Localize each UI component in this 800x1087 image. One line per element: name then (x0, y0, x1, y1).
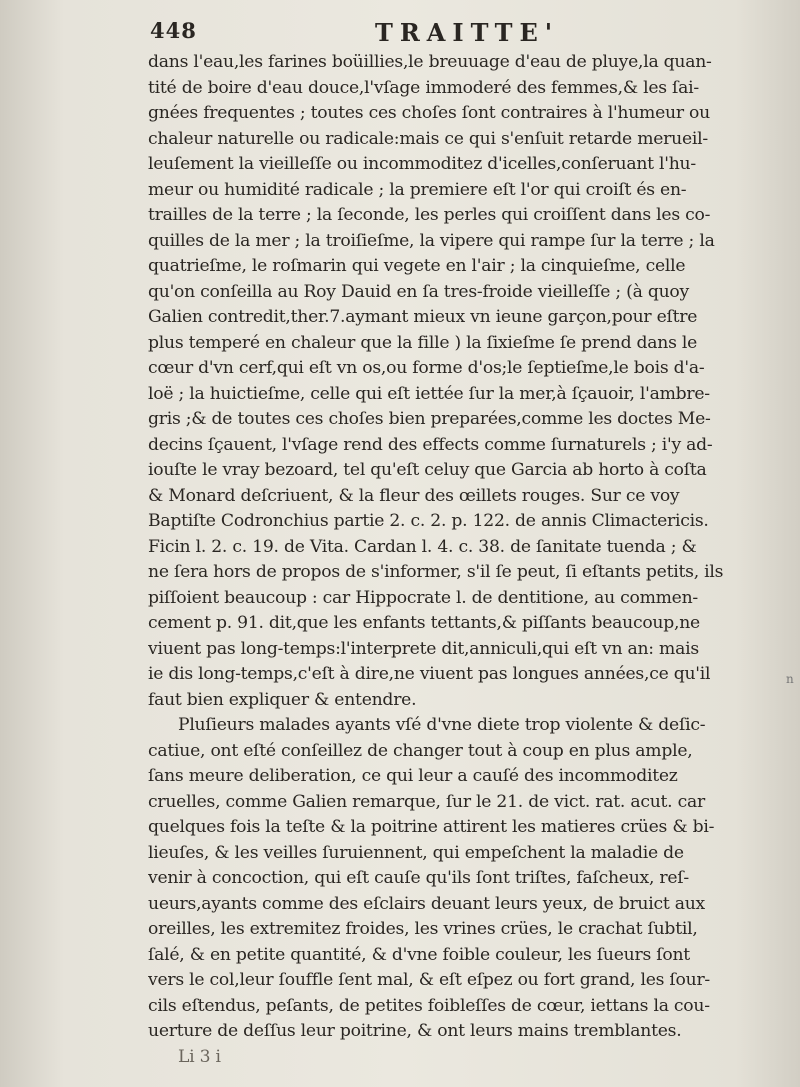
text-line: faut bien expliquer & entendre. (148, 689, 417, 710)
text-line: gnées frequentes ; toutes ces choſes ſont contraires à l'humeur ou (148, 103, 710, 123)
text-line: uerture de deſſus leur poitrine, & ont leurs mains tremblantes. (148, 1021, 682, 1041)
text-line: Galien contredit,ther.7.aymant mieux vn ieune garçon,pour eſtre (148, 307, 698, 327)
text-line: catiue, ont eſté conſeillez de changer tout à coup en plus ample, (148, 740, 693, 761)
text-line: ſans meure deliberation, ce qui leur a cauſé des incommoditez (148, 766, 678, 786)
text-line: ueurs,ayants comme des eſclairs deuant leurs yeux, de bruict aux (148, 893, 706, 914)
body-text (148, 50, 780, 1070)
text-line: plus temperé en chaleur que la fille ) la ſixieſme ſe prend dans le (148, 332, 698, 353)
text-line: meur ou humidité radicale ; la premiere eſt l'or qui croiſt és en- (148, 179, 687, 200)
text-line: quatrieſme, le roſmarin qui vegete en l'air ; la cinquieſme, celle (148, 256, 686, 276)
text-line: leuſement la vieilleſſe ou incommoditez d'icelles,conſeruant l'hu- (148, 154, 696, 174)
text-line: viuent pas long-temps:l'interprete dit,anniculi,qui eſt vn an: mais (148, 638, 699, 659)
text-line: chaleur naturelle ou radicale:mais ce qui s'enſuit retarde merueil- (148, 128, 708, 149)
text-line: ie dis long-temps,c'eſt à dire,ne viuent pas longues années,ce qu'il (148, 664, 711, 684)
text-line: oreilles, les extremitez froides, les vrines crües, le crachat ſubtil, (148, 919, 698, 939)
text-line: vers le col,leur ſouffle ſent mal, & eſt eſpez ou fort grand, les ſour- (148, 970, 710, 990)
page-header (150, 18, 710, 46)
page-number: 448 (150, 18, 197, 43)
text-line: quelques fois la teſte & la poitrine attirent les matieres crües & bi- (148, 817, 715, 837)
text-line: cils eſtendus, peſants, de petites foibleſſes de cœur, iettans la cou- (148, 995, 710, 1016)
text-line: tité de boire d'eau douce,l'vſage immoderé des femmes,& les ſai- (148, 77, 699, 98)
text-line: gris ;& de toutes ces choſes bien preparées,comme les doctes Me- (148, 409, 711, 429)
text-line: quilles de la mer ; la troiſieſme, la vipere qui rampe ſur la terre ; la (148, 230, 715, 251)
text-line: dans l'eau,les farines boüillies,le breuuage d'eau de pluye,la quan- (148, 52, 712, 72)
paragraph-start-line: Pluſieurs malades ayants vſé d'vne diete trop violente & deſic- (178, 715, 706, 735)
margin-note: n (786, 672, 794, 686)
text-line: cruelles, comme Galien remarque, ſur le 21. de vict. rat. acut. car (148, 791, 705, 812)
running-title: TRAITTE' (375, 18, 560, 47)
text-line: ne ſera hors de propos de s'informer, s'il ſe peut, ſi eſtants petits, ils (148, 562, 724, 582)
text-line: qu'on conſeilla au Roy Dauid en ſa tres-froide vieilleſſe ; (à quoy (148, 281, 689, 302)
text-line: lieuſes, & les veilles ſuruiennent, qui empeſchent la maladie de (148, 842, 684, 863)
text-line: Baptiſte Codronchius partie 2. c. 2. p. 122. de annis Climactericis. (148, 511, 709, 531)
signature-mark: Li 3 i (178, 1046, 221, 1067)
text-line: Ficin l. 2. c. 19. de Vita. Cardan l. 4. c. 38. de ſanitate tuenda ; & (148, 536, 697, 557)
text-line: loë ; la huictieſme, celle qui eſt iettée ſur la mer,à ſçauoir, l'ambre- (148, 383, 710, 404)
text-line: ſalé, & en petite quantité, & d'vne foible couleur, les ſueurs ſont (148, 944, 690, 965)
text-line: decins ſçauent, l'vſage rend des effects comme ſurnaturels ; i'y ad- (148, 434, 713, 455)
text-line: venir à concoction, qui eſt cauſe qu'ils ſont triſtes, faſcheux, reſ- (148, 868, 689, 888)
text-line: trailles de la terre ; la ſeconde, les perles qui croiſſent dans les co- (148, 205, 711, 225)
text-line: cœur d'vn cerf,qui eſt vn os,ou forme d'os;le ſeptieſme,le bois d'a- (148, 358, 705, 378)
text-line: cement p. 91. dit,que les enfants tettants,& piſſants beaucoup,ne (148, 613, 700, 633)
text-line: & Monard deſcriuent, & la fleur des œillets rouges. Sur ce voy (148, 485, 680, 506)
text-line: iouſte le vray bezoard, tel qu'eſt celuy que Garcia ab horto à coſta (148, 460, 707, 480)
text-line: piſſoient beaucoup : car Hippocrate l. de dentitione, au commen- (148, 587, 698, 608)
